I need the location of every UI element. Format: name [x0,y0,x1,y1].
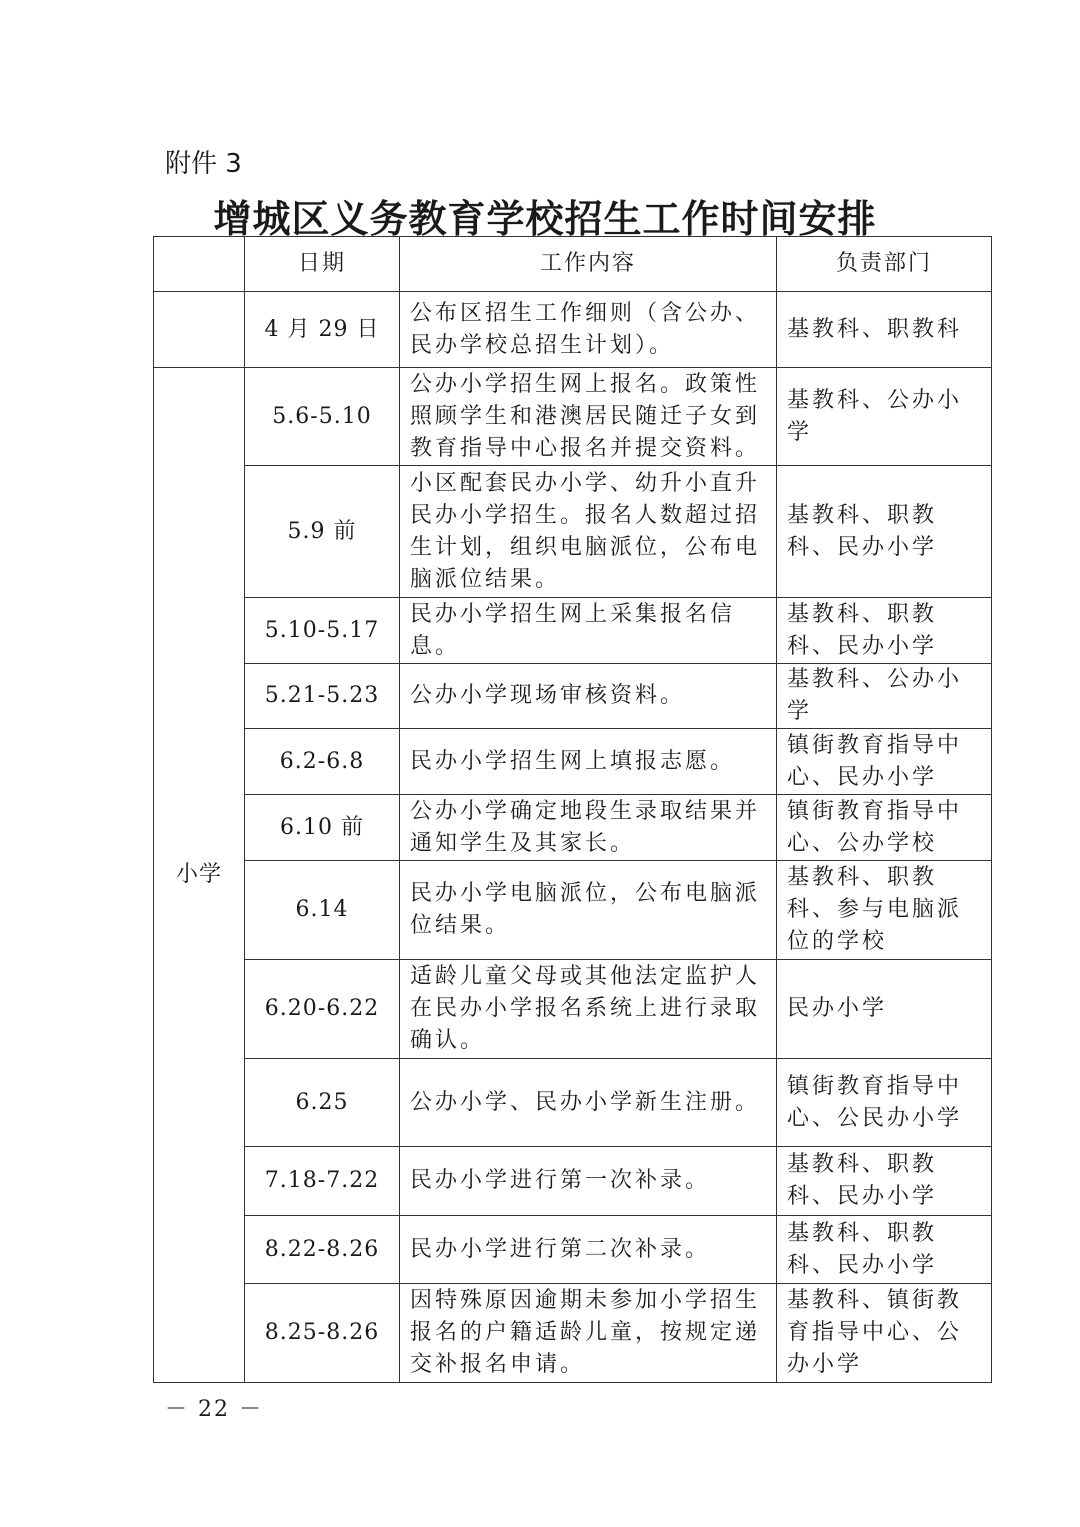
date-cell: 6.2-6.8 [245,729,400,795]
header-content: 工作内容 [400,237,777,292]
date-cell: 5.21-5.23 [245,664,400,729]
content-cell: 适龄儿童父母或其他法定监护人在民办小学报名系统上进行录取确认。 [400,960,777,1059]
header-category [154,237,245,292]
header-date: 日期 [245,237,400,292]
table-row [154,664,992,729]
schedule-table [153,236,992,1383]
date-cell: 5.9 前 [245,466,400,598]
dept-cell: 基教科、公办小学 [777,664,992,729]
content-cell: 公办小学、民办小学新生注册。 [400,1059,777,1147]
date-cell: 6.14 [245,861,400,960]
category-cell [154,292,245,368]
content-cell: 民办小学招生网上采集报名信息。 [400,598,777,664]
dept-cell: 基教科、镇街教育指导中心、公办小学 [777,1284,992,1383]
content-cell: 民办小学进行第一次补录。 [400,1147,777,1216]
header-row [154,237,992,292]
dept-cell: 基教科、职教科、参与电脑派位的学校 [777,861,992,960]
table-row [154,1059,992,1147]
date-cell: 5.10-5.17 [245,598,400,664]
dept-cell: 基教科、职教科、民办小学 [777,1216,992,1284]
table-row [154,1284,992,1383]
dept-cell: 基教科、职教科 [777,292,992,368]
content-cell: 民办小学进行第二次补录。 [400,1216,777,1284]
date-cell: 8.22-8.26 [245,1216,400,1284]
date-cell: 7.18-7.22 [245,1147,400,1216]
dept-cell: 镇街教育指导中心、公办学校 [777,795,992,861]
content-cell: 民办小学电脑派位，公布电脑派位结果。 [400,861,777,960]
date-cell: 8.25-8.26 [245,1284,400,1383]
table-row [154,1147,992,1216]
dept-cell: 镇街教育指导中心、民办小学 [777,729,992,795]
date-cell: 6.10 前 [245,795,400,861]
date-cell: 6.20-6.22 [245,960,400,1059]
dept-cell: 基教科、职教科、民办小学 [777,598,992,664]
table-row [154,466,992,598]
dept-cell: 镇街教育指导中心、公民办小学 [777,1059,992,1147]
content-cell: 公办小学现场审核资料。 [400,664,777,729]
content-cell: 公办小学确定地段生录取结果并通知学生及其家长。 [400,795,777,861]
dept-cell: 基教科、职教科、民办小学 [777,466,992,598]
document-title: 增城区义务教育学校招生工作时间安排 [213,197,877,241]
header-dept: 负责部门 [777,237,992,292]
table-row [154,861,992,960]
dept-cell: 基教科、公办小学 [777,368,992,466]
table-row [154,598,992,664]
table-row [154,729,992,795]
table-row [154,1216,992,1284]
date-cell: 5.6-5.10 [245,368,400,466]
date-cell: 4 月 29 日 [245,292,400,368]
table-row [154,795,992,861]
attachment-label: 附件 3 [165,149,242,179]
content-cell: 公办小学招生网上报名。政策性照顾学生和港澳居民随迁子女到教育指导中心报名并提交资料。 [400,368,777,466]
date-cell: 6.25 [245,1059,400,1147]
page-number: － 22 － [165,1397,263,1422]
content-cell: 因特殊原因逾期未参加小学招生报名的户籍适龄儿童，按规定递交补报名申请。 [400,1284,777,1383]
category-cell: 小学 [154,368,245,1383]
content-cell: 小区配套民办小学、幼升小直升民办小学招生。报名人数超过招生计划，组织电脑派位，公布电脑派位结果。 [400,466,777,598]
dept-cell: 基教科、职教科、民办小学 [777,1147,992,1216]
content-cell: 公布区招生工作细则（含公办、民办学校总招生计划）。 [400,292,777,368]
table-row [154,368,992,466]
dept-cell: 民办小学 [777,960,992,1059]
table-row [154,960,992,1059]
table-row [154,292,992,368]
content-cell: 民办小学招生网上填报志愿。 [400,729,777,795]
